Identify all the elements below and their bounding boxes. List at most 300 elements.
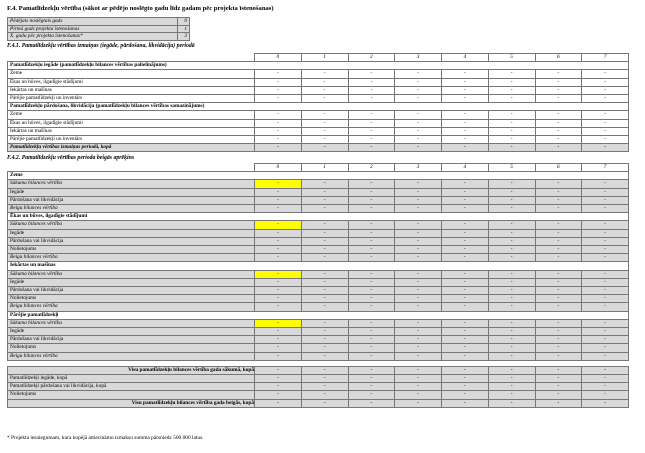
value-cell: - [488,144,535,152]
value-cell: - [395,95,442,103]
value-cell: - [442,196,489,204]
table-row [8,246,629,254]
value-cell: - [442,375,489,383]
value-cell: - [301,246,348,254]
value-cell: - [348,287,395,295]
total-row [8,144,629,152]
value-cell: - [395,127,442,135]
value-cell: - [395,328,442,336]
value-cell: - [301,127,348,135]
value-cell: - [535,86,582,94]
value-cell: - [255,254,302,262]
row-label: Beigu bilances vērtība [8,303,255,311]
value-cell: - [395,180,442,188]
table-row [8,127,629,135]
row-label: Sākuma bilances vērtība [8,221,255,229]
value-cell: - [348,229,395,237]
value-cell: - [301,303,348,311]
value-cell: - [348,205,395,213]
value-cell: - [301,136,348,144]
value-cell: - [488,328,535,336]
row-label: Nolietojums [8,391,255,399]
value-cell: - [442,221,489,229]
value-cell: - [488,287,535,295]
value-cell: - [301,237,348,245]
value-cell: - [348,246,395,254]
value-cell: - [582,180,629,188]
value-cell: - [442,383,489,391]
value-cell: - [582,78,629,86]
value-changes-table [7,53,629,152]
value-cell: - [348,270,395,278]
row-label: Pamatlīdzekļi iegāde, kopā [8,375,255,383]
value-cell: - [301,180,348,188]
value-cell: - [395,188,442,196]
value-cell: - [348,221,395,229]
year-header-cell: 6 [535,164,582,172]
group-title: Ēkas un būves, ilgadīgie stādījumi [8,213,629,221]
footnote: * Projekta iesniegumam, kura kopējā attiecināmo izmaksu summa pārsniedz 500 000 latus. [7,435,204,441]
value-cell: - [488,278,535,286]
value-cell: - [301,336,348,344]
value-cell: - [582,111,629,119]
table-row [8,221,629,229]
value-cell: - [301,270,348,278]
group-header-row [8,172,629,180]
value-cell: - [348,188,395,196]
value-cell: - [255,246,302,254]
row-label: Sākuma bilances vērtība [8,270,255,278]
value-cell: - [301,78,348,86]
value-cell: - [395,336,442,344]
value-cell: - [395,278,442,286]
table-row [8,366,629,374]
value-cell: - [582,86,629,94]
value-cell: - [488,352,535,360]
value-cell: - [582,366,629,374]
value-cell: - [582,303,629,311]
group-title: Pārējie pamatlīdzekļi [8,311,629,319]
value-cell: - [488,383,535,391]
value-cell: - [301,205,348,213]
value-cell: - [488,336,535,344]
value-cell: - [255,328,302,336]
value-cell: - [255,221,302,229]
value-cell: - [488,366,535,374]
value-cell: - [395,391,442,399]
group-header-row [8,103,629,111]
value-cell: - [488,119,535,127]
value-cell: - [535,221,582,229]
value-cell: - [395,70,442,78]
value-cell: - [488,86,535,94]
value-cell: - [348,328,395,336]
row-label: Beigu bilances vērtība [8,205,255,213]
value-cell: - [348,391,395,399]
value-cell: - [348,352,395,360]
value-cell: - [582,196,629,204]
value-cell: - [255,144,302,152]
value-cell: - [255,70,302,78]
value-cell: - [442,237,489,245]
value-cell: - [348,319,395,327]
value-cell: - [488,95,535,103]
value-cell: - [488,319,535,327]
value-cell: - [488,188,535,196]
value-cell: - [488,375,535,383]
table-row [8,111,629,119]
value-cell: - [582,221,629,229]
table-row [8,270,629,278]
value-cell: - [255,188,302,196]
value-cell: - [582,188,629,196]
value-cell: - [301,319,348,327]
value-cell: - [395,221,442,229]
value-cell: - [442,136,489,144]
value-cell: - [301,328,348,336]
row-label: Nolietojums [8,295,255,303]
table-row [8,295,629,303]
value-cell: - [582,399,629,407]
value-cell: - [301,366,348,374]
value-cell: - [348,111,395,119]
value-cell: - [395,399,442,407]
value-cell: - [255,180,302,188]
value-cell: - [301,375,348,383]
value-cell: - [442,319,489,327]
year-header-cell: 1 [301,54,348,62]
table-row [8,86,629,94]
value-cell: - [535,70,582,78]
value-cell: - [488,237,535,245]
value-cell: - [442,205,489,213]
value-cell: - [348,127,395,135]
value-cell: - [348,254,395,262]
table-row [8,287,629,295]
table-row [8,95,629,103]
value-cell: - [301,188,348,196]
row-label: Iegāde [8,188,255,196]
table-row [8,237,629,245]
value-cell: - [301,221,348,229]
value-cell: - [255,399,302,407]
table-row [8,205,629,213]
year-header-cell: 6 [535,54,582,62]
table-row [8,344,629,352]
value-cell: - [535,229,582,237]
value-cell: - [395,144,442,152]
value-cell: - [395,254,442,262]
value-cell: - [301,344,348,352]
value-cell: - [488,399,535,407]
value-cell: - [535,111,582,119]
value-cell: - [442,229,489,237]
value-cell: - [582,144,629,152]
year-header-cell: 7 [582,164,629,172]
year-header-cell: 0 [255,54,302,62]
value-cell: - [535,328,582,336]
value-cell: - [301,119,348,127]
table-row [8,196,629,204]
table-row [8,303,629,311]
value-cell: - [442,303,489,311]
value-cell: - [348,278,395,286]
value-cell: - [255,336,302,344]
value-cell: - [442,119,489,127]
value-cell: - [301,352,348,360]
table-row [8,70,629,78]
value-cell: - [255,352,302,360]
value-cell: - [255,287,302,295]
table-row [8,391,629,399]
value-cell: - [535,246,582,254]
value-cell: - [348,344,395,352]
value-cell: - [255,196,302,204]
year-header-cell: 2 [348,164,395,172]
value-cell: - [582,295,629,303]
table-row [8,254,629,262]
value-cell: - [395,246,442,254]
value-cell: - [255,205,302,213]
value-cell: - [535,205,582,213]
value-cell: - [582,375,629,383]
value-cell: - [348,86,395,94]
period-label: Pēdējais noslēgtais gads [8,18,178,26]
value-cell: - [301,86,348,94]
value-cell: - [442,287,489,295]
value-cell: - [348,196,395,204]
row-label: Pārējie pamatlīdzekļi un inventārs [8,95,255,103]
value-cell: - [582,205,629,213]
value-cell: - [442,70,489,78]
value-cell: - [442,344,489,352]
value-cell: - [255,229,302,237]
value-cell: - [255,127,302,135]
year-header-cell: 5 [488,54,535,62]
value-cell: - [582,391,629,399]
row-label: Pārdošana vai likvidācija [8,336,255,344]
value-cell: - [535,270,582,278]
value-cell: - [582,352,629,360]
year-header-cell: 0 [255,164,302,172]
value-cell: - [488,254,535,262]
value-cell: - [395,205,442,213]
value-cell: - [535,319,582,327]
value-cell: - [348,78,395,86]
value-cell: - [442,144,489,152]
value-cell: - [488,127,535,135]
value-cell: - [255,78,302,86]
value-cell: - [535,391,582,399]
value-cell: - [535,196,582,204]
value-cell: - [301,144,348,152]
value-cell: - [535,144,582,152]
row-label: Visu pamatlīdzekļu bilances vērtība gada sākumā, kopā [8,366,255,374]
value-cell: - [255,295,302,303]
table-row [8,375,629,383]
period-table [7,17,190,41]
period-label: Pirmā gads projekta īstenošanas [8,25,178,33]
table-row [8,319,629,327]
row-label: Zeme [8,111,255,119]
value-cell: - [395,237,442,245]
value-cell: - [535,287,582,295]
value-cell: - [348,180,395,188]
value-cell: - [535,180,582,188]
value-cell: - [348,375,395,383]
value-cell: - [535,278,582,286]
value-cell: - [395,319,442,327]
year-header-cell: 5 [488,164,535,172]
table-row [8,399,629,407]
value-cell: - [535,136,582,144]
value-cell: - [442,399,489,407]
table-row [8,336,629,344]
row-label: Ēkas un būves, ilgadīgie stādījumi [8,78,255,86]
value-cell: - [442,328,489,336]
value-cell: - [348,366,395,374]
value-cell: - [255,303,302,311]
value-cell: - [442,78,489,86]
value-cell: - [395,352,442,360]
year-header-cell: 4 [442,164,489,172]
value-cell: - [582,70,629,78]
value-cell: - [301,399,348,407]
value-cell: - [442,246,489,254]
value-cell: - [535,295,582,303]
table-row [8,229,629,237]
year-header-cell: 3 [395,54,442,62]
value-cell: - [348,336,395,344]
value-cell: - [395,111,442,119]
table-row [8,278,629,286]
value-cell: - [255,319,302,327]
s1-year-header [8,54,629,62]
value-cell: - [582,246,629,254]
year-end-value-table [7,163,629,408]
row-label: Iekārtas un mašīnas [8,86,255,94]
row-label: Nolietojums [8,344,255,352]
value-cell: - [488,70,535,78]
period-row [8,18,190,26]
value-cell: - [442,270,489,278]
value-cell: - [255,111,302,119]
value-cell: - [488,205,535,213]
value-cell: - [488,295,535,303]
value-cell: - [488,136,535,144]
row-label: Iegāde [8,328,255,336]
value-cell: - [301,196,348,204]
value-cell: - [488,391,535,399]
value-cell: - [348,136,395,144]
value-cell: - [395,383,442,391]
page-title: F.4. Pamatlīdzekļu vērtība (sākot ar pēdējo noslēgto gadu līdz gadam pēc projekta īstenošanas) [7,5,274,12]
value-cell: - [301,383,348,391]
value-cell: - [255,366,302,374]
row-label: Pamatlīdzekļi pārdošana vai likvidācija, kopā [8,383,255,391]
value-cell: - [442,391,489,399]
row-label: Beigu bilances vērtība [8,352,255,360]
period-label: X. gadu pēc projekta īstenošanas* [8,33,178,41]
value-cell: - [535,336,582,344]
table-row [8,188,629,196]
value-cell: - [395,119,442,127]
value-cell: - [582,229,629,237]
value-cell: - [395,78,442,86]
value-cell: - [348,237,395,245]
row-label: Pārdošana vai likvidācija [8,196,255,204]
value-cell: - [301,111,348,119]
value-cell: - [442,180,489,188]
value-cell: - [535,127,582,135]
table-row [8,136,629,144]
value-cell: - [255,391,302,399]
value-cell: - [301,70,348,78]
table-row [8,383,629,391]
value-cell: - [488,78,535,86]
value-cell: - [488,229,535,237]
value-cell: - [395,303,442,311]
value-cell: - [255,95,302,103]
value-cell: - [582,119,629,127]
year-header-cell: 1 [301,164,348,172]
row-label: Pārdošana vai likvidācija [8,287,255,295]
value-cell: - [535,303,582,311]
value-cell: - [488,111,535,119]
value-cell: - [582,95,629,103]
value-cell: - [535,344,582,352]
period-value: 1 [178,25,190,33]
value-cell: - [255,383,302,391]
value-cell: - [348,295,395,303]
value-cell: - [395,287,442,295]
value-cell: - [488,221,535,229]
value-cell: - [301,278,348,286]
value-cell: - [255,375,302,383]
value-cell: - [535,383,582,391]
period-value: 3 [178,33,190,41]
value-cell: - [395,196,442,204]
period-row [8,33,190,41]
value-cell: - [582,270,629,278]
year-header-cell: 2 [348,54,395,62]
value-cell: - [582,127,629,135]
value-cell: - [582,136,629,144]
value-cell: - [442,95,489,103]
value-cell: - [535,366,582,374]
group-header-row [8,62,629,70]
value-cell: - [395,375,442,383]
value-cell: - [442,366,489,374]
value-cell: - [255,278,302,286]
row-label: Pamatlīdzekļu vērtības izmaiņas periodā, kopā [8,144,255,152]
group-title: Pamatlīdzekļu pārdošana, likvidācija (pamatlīdzekļu bilances vērtības samazinājums) [8,103,629,111]
row-label: Beigu bilances vērtība [8,254,255,262]
group-header-row [8,311,629,319]
value-cell: - [582,383,629,391]
row-label: Pārējie pamatlīdzekļi un inventārs [8,136,255,144]
value-cell: - [582,278,629,286]
value-cell: - [442,188,489,196]
row-label: Visu pamatlīdzekļu bilances vērtība gada beigās, kopā [8,399,255,407]
table-row [8,119,629,127]
value-cell: - [255,237,302,245]
value-cell: - [442,254,489,262]
value-cell: - [442,111,489,119]
value-cell: - [488,196,535,204]
value-cell: - [488,344,535,352]
value-cell: - [488,303,535,311]
